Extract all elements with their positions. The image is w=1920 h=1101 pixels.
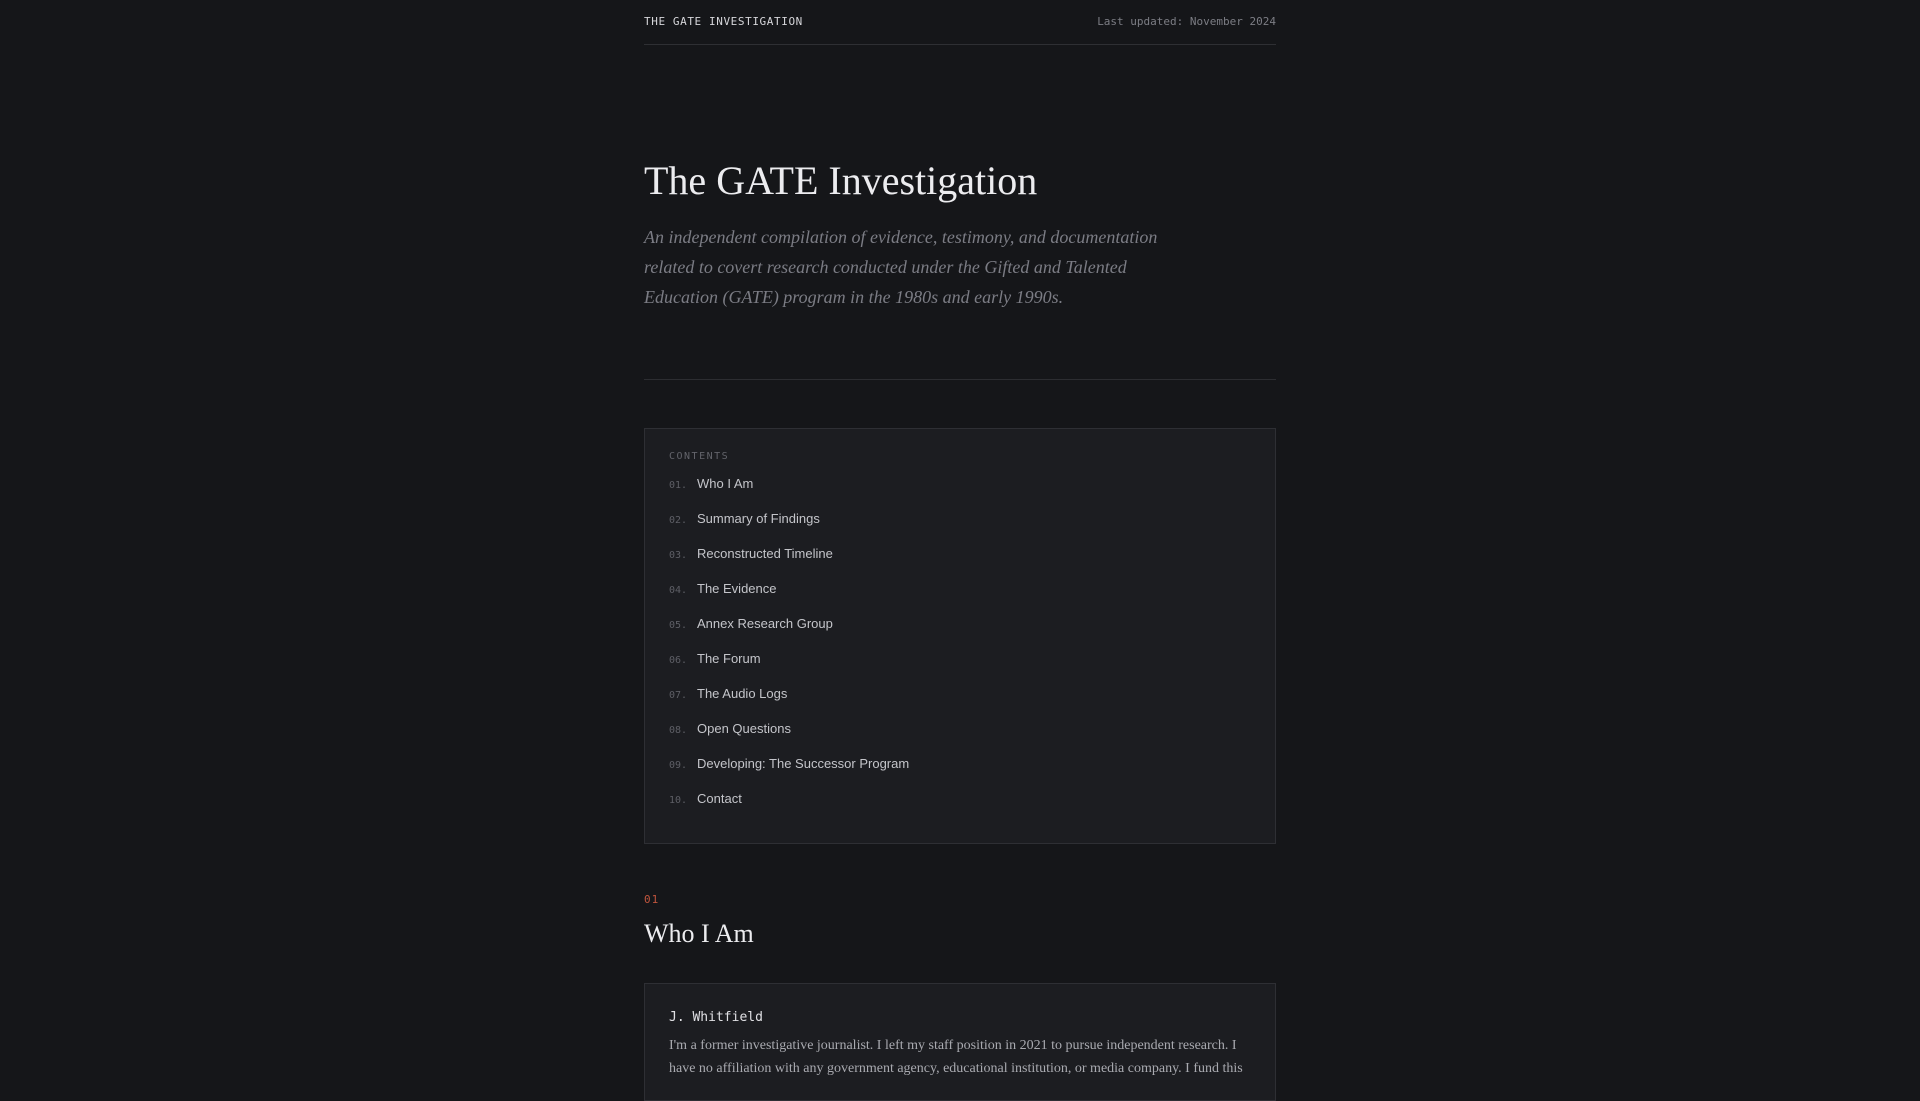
author-card xyxy=(644,983,1276,1101)
page-title: The GATE Investigation xyxy=(644,158,1038,203)
page-subtitle: An independent compilation of evidence, testimony, and documentation related to covert research conducted under the Gifted and Talented Education (GATE) program in the 1980s and early 1990s. xyxy=(644,227,1158,307)
toc-item-audio-logs[interactable] xyxy=(669,686,1251,721)
divider xyxy=(644,379,1276,380)
toc-number: 10. xyxy=(669,795,688,806)
toc-item-forum[interactable] xyxy=(669,651,1251,686)
toc-link[interactable]: The Audio Logs xyxy=(697,686,788,701)
toc-number: 07. xyxy=(669,690,688,701)
table-of-contents xyxy=(644,428,1276,844)
toc-item-who-i-am[interactable] xyxy=(669,476,1251,511)
toc-link[interactable]: Summary of Findings xyxy=(697,511,820,526)
toc-link[interactable]: Developing: The Successor Program xyxy=(697,756,910,771)
toc-item-open-questions[interactable] xyxy=(669,721,1251,756)
toc-number: 08. xyxy=(669,725,688,736)
toc-item-evidence[interactable] xyxy=(669,581,1251,616)
toc-number: 01. xyxy=(669,480,688,491)
section-number: 01 xyxy=(644,893,660,906)
section-who-i-am xyxy=(644,893,1276,1101)
top-bar xyxy=(644,0,1276,45)
toc-item-successor[interactable] xyxy=(669,756,1251,791)
page-column xyxy=(644,0,1276,1101)
section-title: Who I Am xyxy=(644,919,754,948)
toc-item-timeline[interactable] xyxy=(669,546,1251,581)
toc-link[interactable]: Reconstructed Timeline xyxy=(697,546,833,561)
toc-number: 02. xyxy=(669,515,688,526)
hero xyxy=(644,45,1276,312)
site-brand[interactable]: THE GATE INVESTIGATION xyxy=(644,15,803,28)
toc-number: 09. xyxy=(669,760,688,771)
toc-item-contact[interactable] xyxy=(669,791,1251,826)
toc-link[interactable]: Who I Am xyxy=(697,476,754,491)
toc-number: 05. xyxy=(669,620,688,631)
toc-label: CONTENTS xyxy=(669,451,730,462)
toc-link[interactable]: Annex Research Group xyxy=(697,616,833,631)
toc-number: 03. xyxy=(669,550,688,561)
toc-item-summary[interactable] xyxy=(669,511,1251,546)
toc-number: 06. xyxy=(669,655,688,666)
last-updated: Last updated: November 2024 xyxy=(1097,15,1276,28)
author-name: J. Whitfield xyxy=(669,1010,763,1025)
toc-number: 04. xyxy=(669,585,688,596)
toc-link[interactable]: The Forum xyxy=(697,651,761,666)
toc-link[interactable]: Contact xyxy=(697,791,742,806)
toc-link[interactable]: Open Questions xyxy=(697,721,791,736)
toc-item-annex[interactable] xyxy=(669,616,1251,651)
toc-link[interactable]: The Evidence xyxy=(697,581,777,596)
author-bio: I'm a former investigative journalist. I left my staff position in 2021 to pursue independent research. I have no affiliation with any government agency, educational institution, or media company. I fund this xyxy=(669,1038,1243,1076)
